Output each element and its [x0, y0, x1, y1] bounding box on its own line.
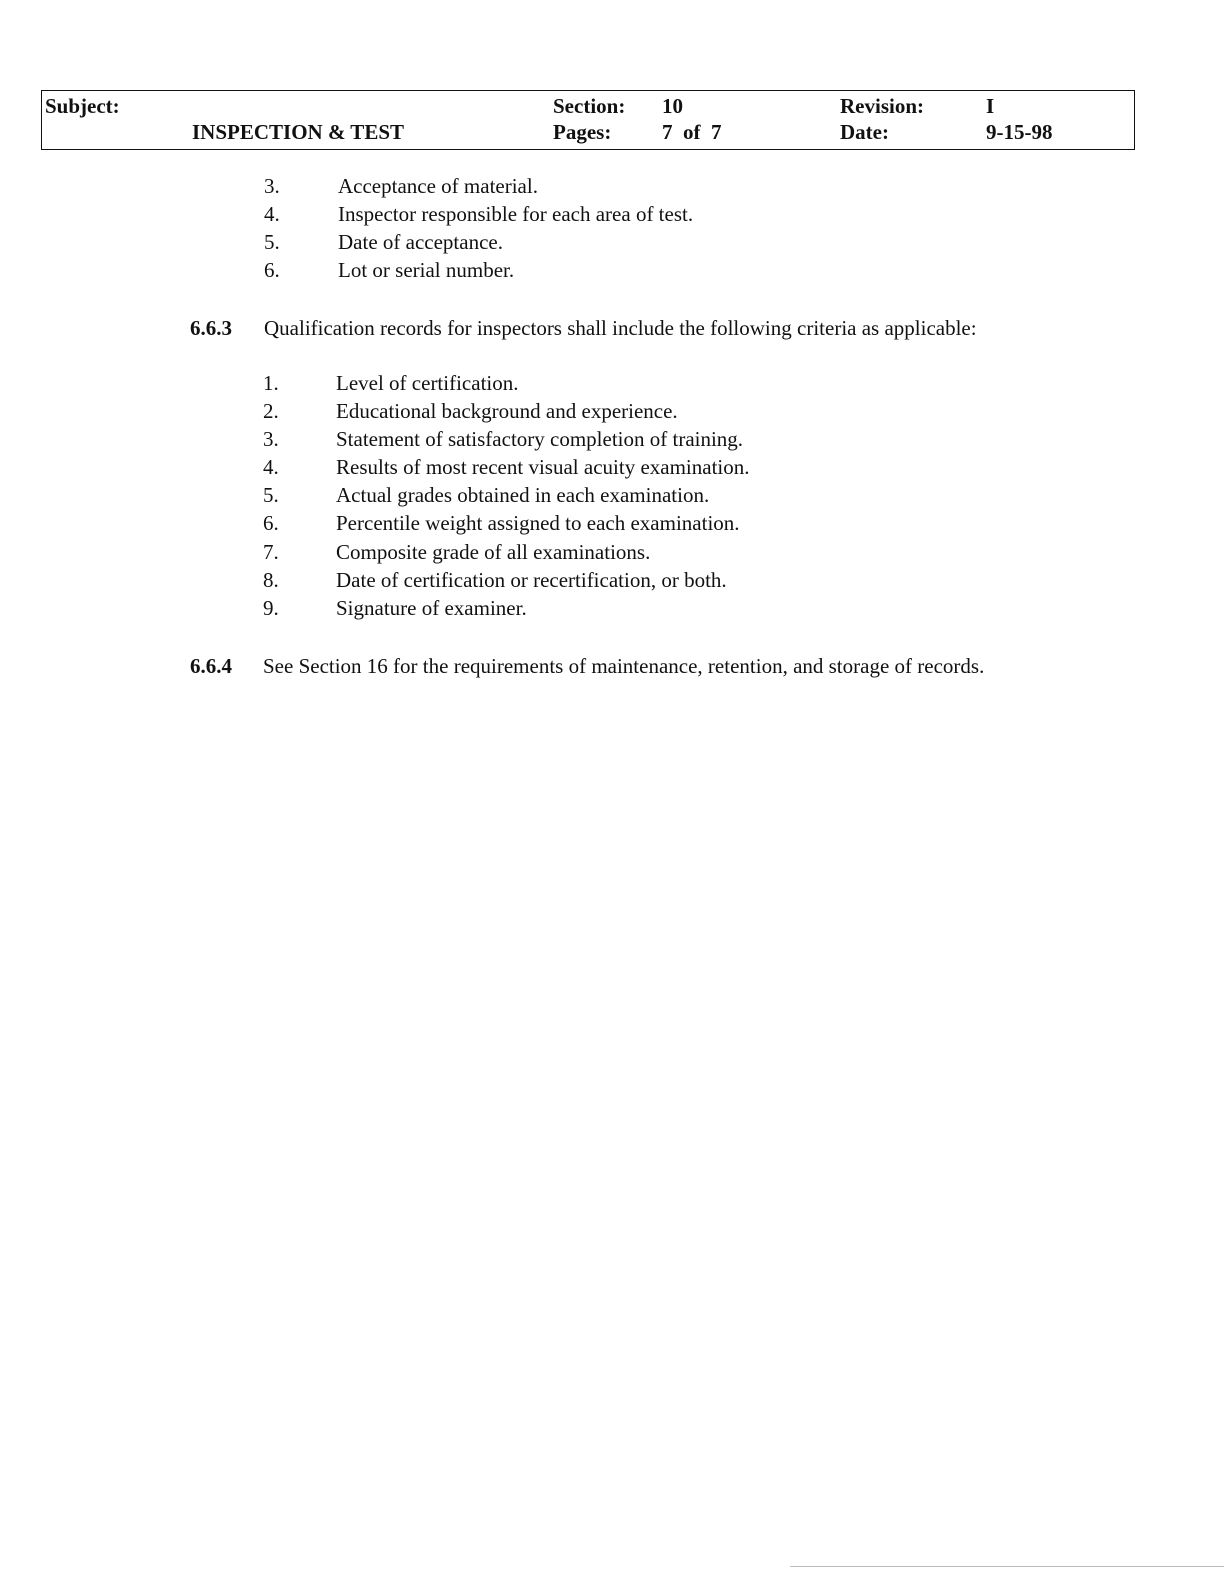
revision-value: I	[986, 94, 995, 118]
list-item-text: Lot or serial number.	[338, 258, 515, 282]
footer-rule	[790, 1566, 1224, 1567]
paragraph-text: Qualification records for inspectors shall include the following criteria as applicable:	[264, 316, 977, 340]
document-header	[41, 90, 1135, 150]
date-label: Date:	[840, 120, 889, 144]
subject-label: Subject:	[45, 94, 120, 118]
list-item-text: Actual grades obtained in each examination.	[336, 483, 710, 507]
paragraph-text: See Section 16 for the requirements of maintenance, retention, and storage of records.	[263, 654, 985, 678]
date-value: 9-15-98	[986, 120, 1053, 144]
list-item-text: Percentile weight assigned to each examination.	[336, 511, 740, 535]
paragraph-number: 6.6.4	[190, 654, 232, 678]
list-item-text: Signature of examiner.	[336, 596, 527, 620]
list-item-number: 3.	[264, 174, 280, 198]
list-item-text: Composite grade of all examinations.	[336, 540, 651, 564]
section-value: 10	[662, 94, 683, 118]
list-item-number: 4.	[263, 455, 279, 479]
list-item-text: Date of certification or recertification, or both.	[336, 568, 727, 592]
list-item-text: Acceptance of material.	[338, 174, 538, 198]
subject-value: INSPECTION & TEST	[192, 120, 405, 144]
list-item-number: 1.	[263, 371, 279, 395]
list-item-number: 2.	[263, 399, 279, 423]
list-item-number: 3.	[263, 427, 279, 451]
list-item-text: Results of most recent visual acuity examination.	[336, 455, 750, 479]
list-item-text: Statement of satisfactory completion of training.	[336, 427, 744, 451]
list-item-text: Date of acceptance.	[338, 230, 503, 254]
revision-label: Revision:	[840, 94, 924, 118]
list-item-number: 5.	[264, 230, 280, 254]
list-item-number: 9.	[263, 596, 279, 620]
list-item-text: Level of certification.	[336, 371, 519, 395]
pages-value: 7 of 7	[662, 120, 722, 144]
list-item-number: 6.	[264, 258, 280, 282]
section-label: Section:	[553, 94, 626, 118]
pages-label: Pages:	[553, 120, 612, 144]
list-item-text: Inspector responsible for each area of test.	[338, 202, 694, 226]
list-item-number: 4.	[264, 202, 280, 226]
list-item-text: Educational background and experience.	[336, 399, 678, 423]
list-item-number: 6.	[263, 511, 279, 535]
paragraph-number: 6.6.3	[190, 316, 232, 340]
list-item-number: 5.	[263, 483, 279, 507]
list-item-number: 7.	[263, 540, 279, 564]
list-item-number: 8.	[263, 568, 279, 592]
